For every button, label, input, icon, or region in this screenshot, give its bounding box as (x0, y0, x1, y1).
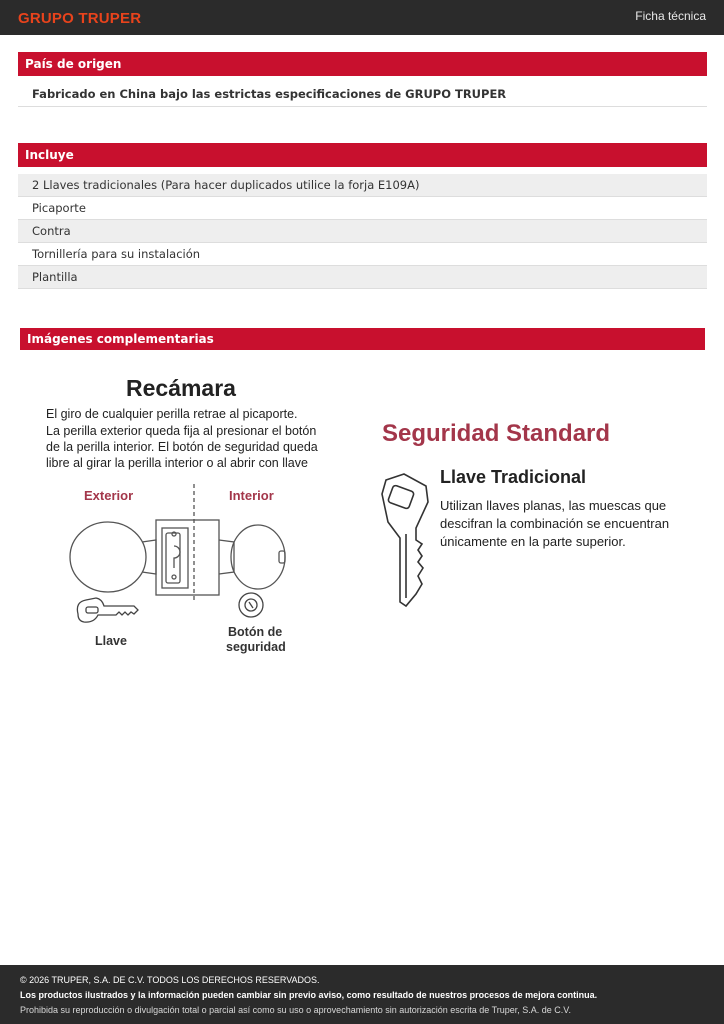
document-type: Ficha técnica (635, 9, 706, 23)
label-llave: Llave (95, 634, 127, 648)
recamara-desc-line-3: de la perilla interior. El botón de seguridad queda (46, 440, 318, 454)
truper-logo: GRUPO TRUPER (18, 10, 142, 27)
section-header-includes: Incluye (18, 143, 707, 167)
security-button-icon (239, 593, 263, 617)
label-exterior: Exterior (84, 488, 134, 503)
includes-item-2: Picaporte (18, 197, 707, 220)
includes-item-1: 2 Llaves tradicionales (Para hacer duplicados utilice la forja E109A) (18, 174, 707, 197)
footer-copyright: © 2026 TRUPER, S.A. DE C.V. TODOS LOS DERECHOS RESERVADOS. (20, 975, 320, 985)
footer-prohibition: Prohibida su reproducción o divulgación total o parcial así como su uso o aprovechamiento sin autorización escrita de Truper, S.A. de C.V. (20, 1005, 571, 1015)
includes-item-4: Tornillería para su instalación (18, 243, 707, 266)
top-bar (0, 0, 724, 35)
section-header-images: Imágenes complementarias (20, 328, 705, 350)
recamara-desc-line-1: El giro de cualquier perilla retrae al picaporte. (46, 407, 298, 421)
seguridad-title: Seguridad Standard (382, 420, 611, 447)
complementary-image-svg (18, 362, 707, 682)
key-desc-line-3: únicamente en la parte superior. (440, 534, 626, 549)
footer-notice: Los productos ilustrados y la información pueden cambiar sin previo aviso, como resultado de nuestros procesos de mejora continua. (20, 990, 598, 1000)
includes-item-5: Plantilla (18, 266, 707, 289)
complementary-image (18, 362, 707, 682)
key-desc-line-2: descifran la combinación se encuentran (440, 516, 670, 531)
key-desc-line-1: Utilizan llaves planas, las muescas que (440, 498, 667, 513)
small-key-icon (77, 598, 138, 622)
recamara-title: Recámara (126, 375, 236, 401)
footer (0, 965, 724, 1024)
label-interior: Interior (229, 488, 274, 503)
recamara-desc-line-2: La perilla exterior queda fija al presionar el botón (46, 424, 317, 438)
recamara-desc-line-4: libre al girar la perilla interior o al abrir con llave (46, 456, 308, 470)
key-title: Llave Tradicional (440, 467, 587, 487)
section-header-origin: País de origen (18, 52, 707, 76)
origin-text: Fabricado en China bajo las estrictas especificaciones de GRUPO TRUPER (18, 82, 707, 107)
label-boton-line-2: seguridad (226, 640, 286, 654)
label-boton-line-1: Botón de (228, 625, 283, 639)
traditional-key-icon (382, 474, 428, 606)
includes-item-3: Contra (18, 220, 707, 243)
